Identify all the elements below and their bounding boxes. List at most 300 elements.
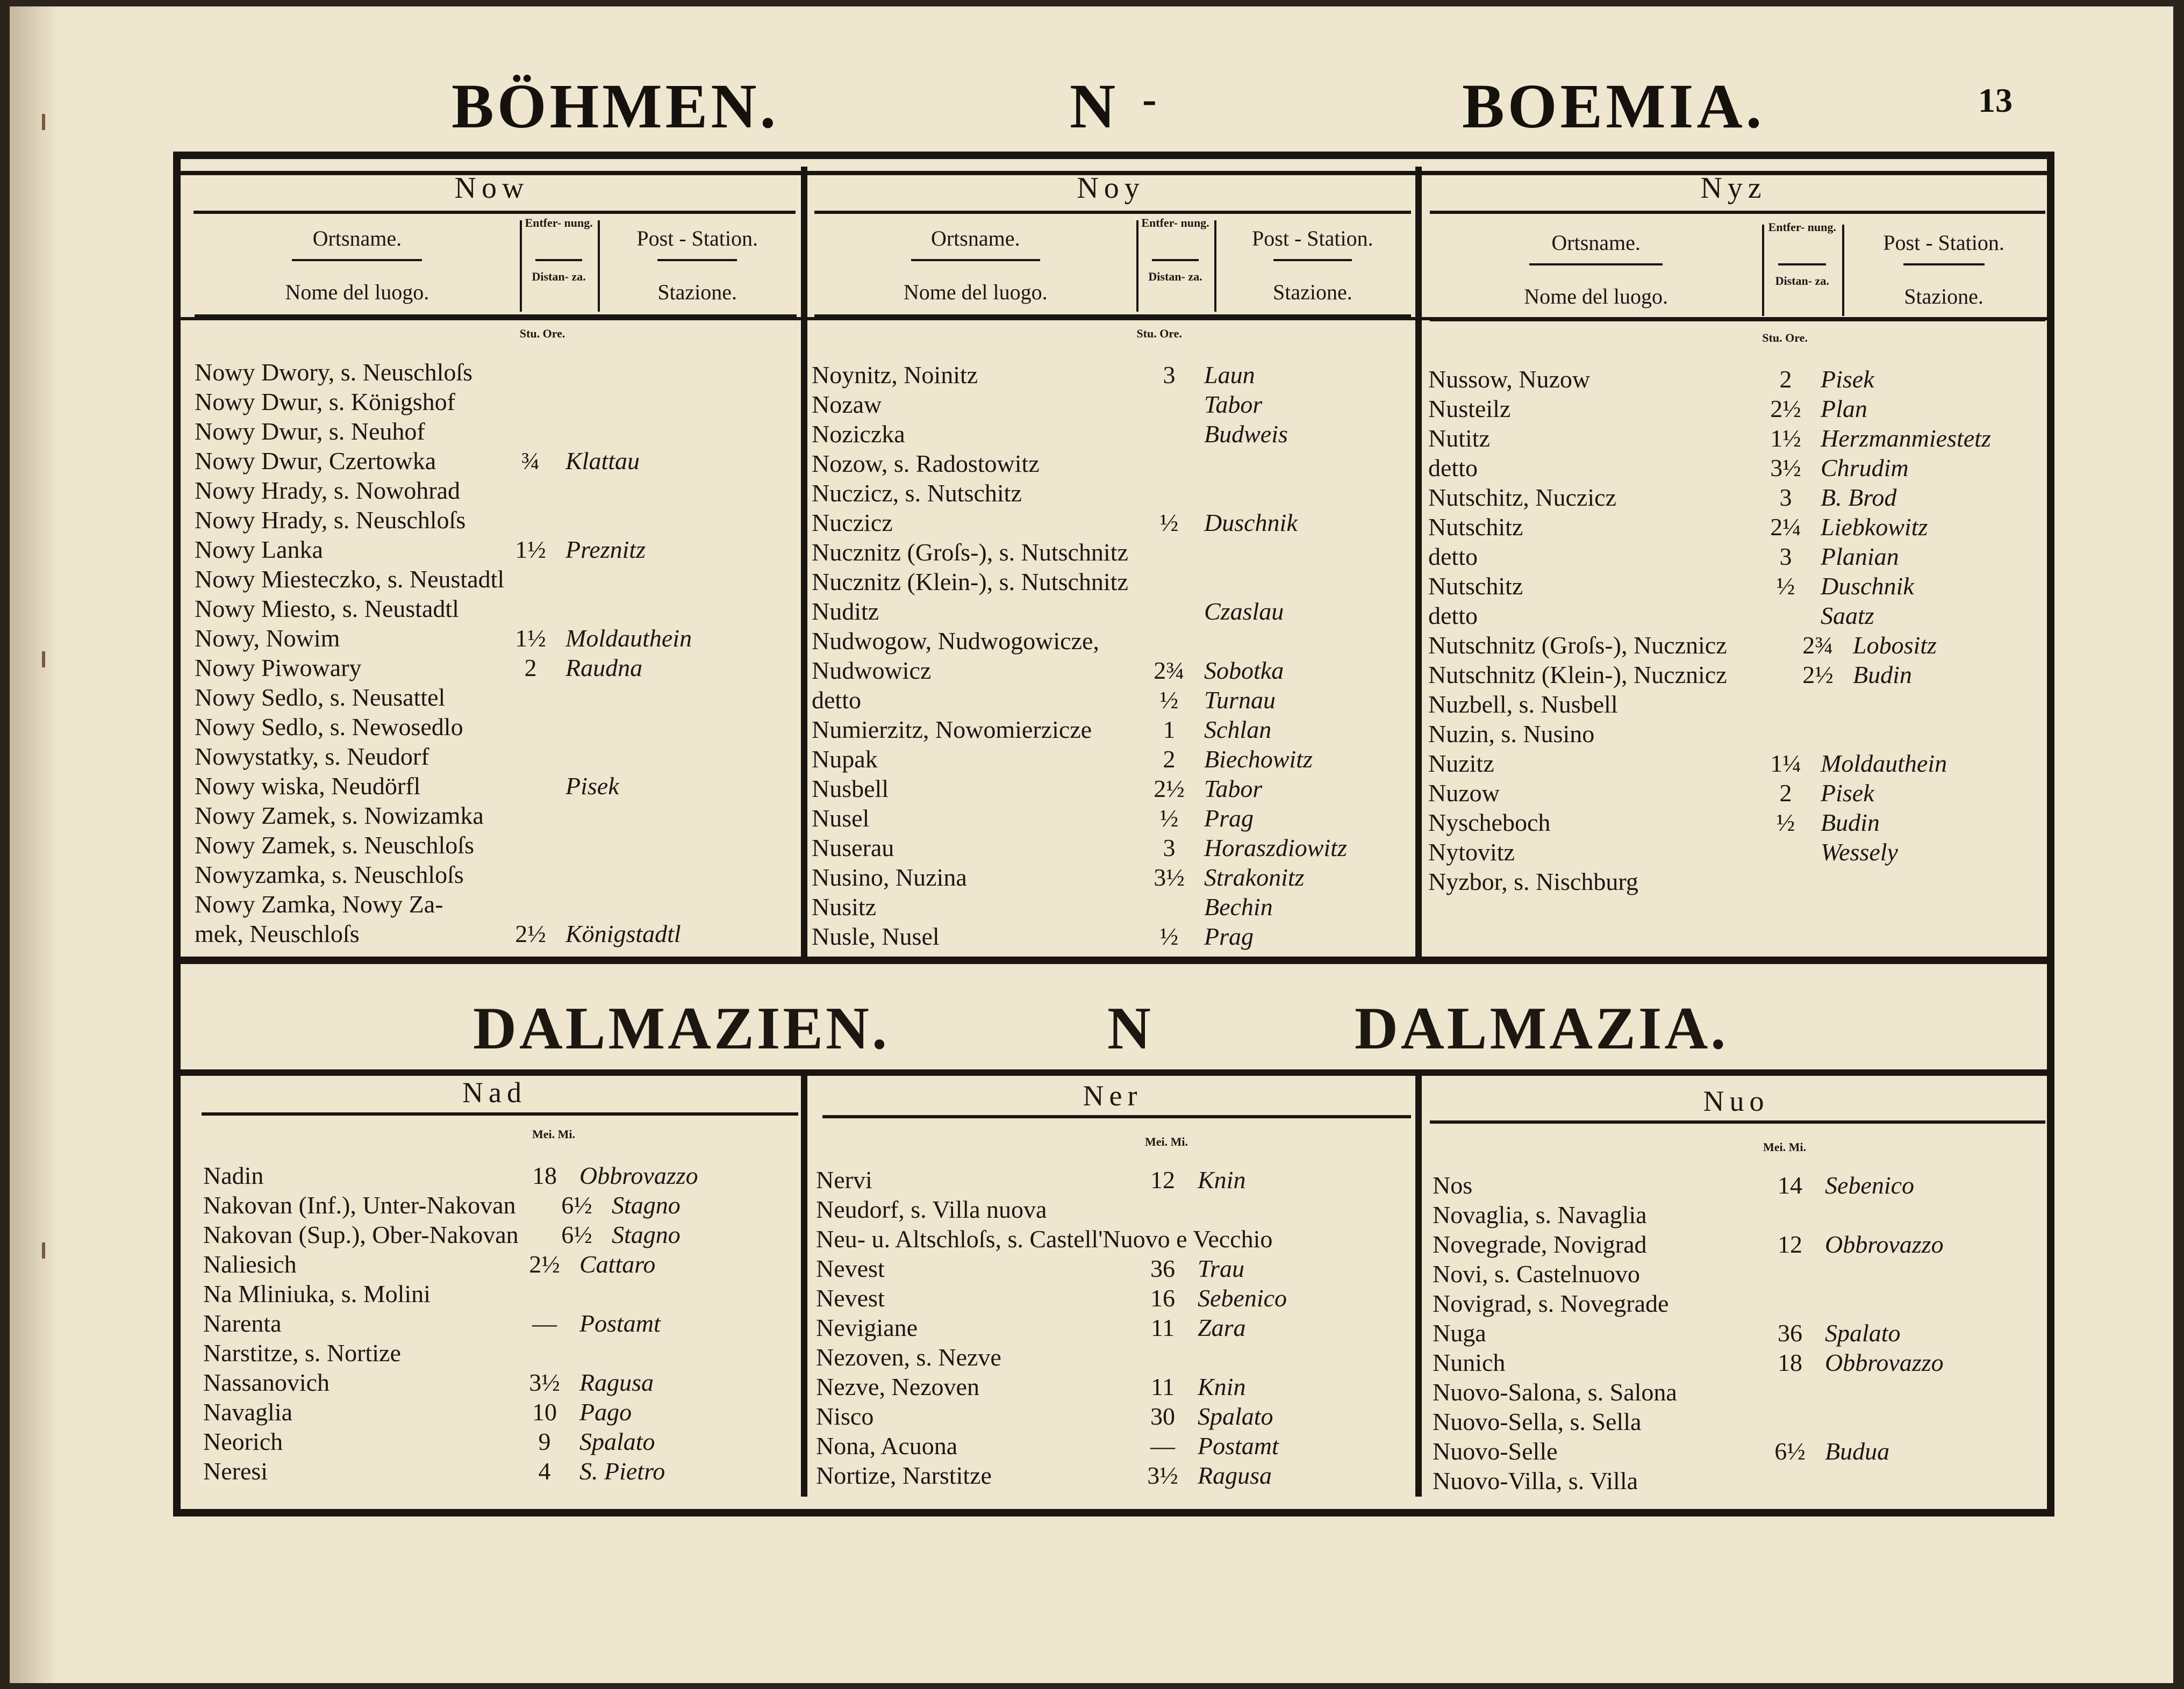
place-name: Nuovo-Selle [1433,1438,1558,1465]
list-item [195,357,797,387]
list-item [203,1190,800,1220]
list-item [195,682,797,712]
place-name: Nuditz [812,598,879,625]
distance: 16 [1150,1284,1175,1312]
list-item [1428,778,2046,808]
post-station: Obbrovazzo [1825,1231,1944,1258]
place-name: Nuczicz, s. Nutschitz [812,479,1022,507]
place-name: Nytovitz [1428,838,1515,866]
place-name: detto [1428,543,1478,570]
place-name: Novegrade, Novigrad [1433,1231,1647,1258]
list-item [812,833,1414,863]
distance: 6½ [561,1191,592,1219]
page-number: 13 [1978,81,2013,119]
list-item [1428,808,2046,837]
unit-label: Stu. Ore. [1136,327,1182,340]
post-station: Postamt [579,1310,661,1337]
list-item [203,1249,800,1279]
group-label: Noy [1077,171,1145,205]
list-item [812,863,1414,892]
list-item [1428,837,2046,867]
place-name: Nowy Miesteczko, s. Neustadtl [195,565,505,593]
header-distanza: Distan- za. [532,270,586,283]
rule [1273,259,1352,261]
list-noy [812,360,1414,951]
post-station: Prag [1204,804,1254,832]
distance: ½ [1159,923,1179,950]
place-name: Neresi [203,1457,268,1485]
header-post-station: Post - Station. [636,226,758,250]
place-name: Nuovo-Salona, s. Salona [1433,1378,1677,1406]
place-name: Nutschitz [1428,513,1523,541]
post-station: Wessely [1821,838,1898,866]
place-name: Nevest [816,1284,885,1312]
list-item [1433,1289,2045,1318]
binding-stitch [42,651,45,667]
place-name: Nowy Lanka [195,536,323,563]
rule [657,259,737,261]
list-item [812,892,1414,922]
unit-label: Stu. Ore. [1762,331,1808,344]
rule [292,259,422,261]
rule [1214,220,1216,312]
distance: 2 [524,654,537,681]
distance: 4 [538,1457,551,1485]
distance: 18 [532,1162,557,1189]
place-name: Nowy Sedlo, s. Neusattel [195,684,446,711]
rule [173,957,2054,964]
place-name: Nyzbor, s. Nischburg [1428,868,1638,895]
list-item [195,889,797,919]
list-item [812,596,1414,626]
list-item [816,1401,1413,1431]
post-station: Pisek [1821,365,1874,393]
list-item [816,1224,1413,1254]
place-name: Nowy wiska, Neudörfl [195,772,421,800]
distance: ½ [1776,572,1795,600]
list-item [816,1431,1413,1461]
list-item [195,416,797,446]
rule [1903,263,1985,265]
list-item [203,1220,800,1249]
list-item [195,505,797,535]
list-item [1433,1436,2045,1466]
rule [1529,263,1662,265]
place-name: Nowy Hrady, s. Neuschloſs [195,506,466,534]
place-name: Nevest [816,1255,885,1282]
distance: 3 [1163,834,1176,861]
list-item [1428,512,2046,542]
list-item [816,1461,1413,1490]
group-label: Ner [1083,1080,1143,1112]
distance: 6½ [561,1221,592,1248]
list-item [1428,423,2046,453]
list-item [812,774,1414,803]
place-name: Neorich [203,1428,283,1455]
list-item [812,390,1414,419]
place-name: Nozaw [812,391,882,418]
list-item [195,771,797,801]
list-item [195,742,797,771]
post-station: Spalato [579,1428,655,1455]
post-station: Plan [1821,395,1867,422]
unit-label: Stu. Ore. [519,327,565,340]
list-item [1433,1466,2045,1496]
place-name: Novi, s. Castelnuovo [1433,1260,1640,1288]
place-name: Navaglia [203,1398,293,1426]
post-station: Bechin [1204,893,1273,921]
list-item [816,1283,1413,1313]
place-name: Nutschitz [1428,572,1523,600]
place-name: Nusbell [812,775,889,802]
column-divider [1415,167,1422,957]
place-name: Nusteilz [1428,395,1511,422]
header-distanza: Distan- za. [1148,270,1202,283]
list-item [816,1372,1413,1401]
place-name: Nadin [203,1162,264,1189]
rule [822,1115,1411,1118]
distance: ½ [1776,809,1795,836]
column-divider [1415,1072,1422,1497]
distance: — [532,1310,557,1337]
post-station: Knin [1198,1166,1246,1194]
post-station: Liebkowitz [1821,513,1928,541]
rule [1430,211,2045,214]
distance: 3 [1779,484,1792,511]
unit-label: Mei. Mi. [1145,1135,1188,1148]
post-station: Budin [1853,661,1912,688]
list-item [816,1195,1413,1224]
place-name: Nowy Miesto, s. Neustadtl [195,595,459,622]
place-name: Nassanovich [203,1369,330,1396]
list-item [1433,1259,2045,1289]
post-station: Spalato [1825,1319,1901,1347]
post-station: Sebenico [1198,1284,1287,1312]
header-entfernung: Entfer- nung. [525,216,593,229]
section-title-left: DALMAZIEN. [473,995,890,1062]
list-item [203,1309,800,1338]
column-divider [801,1072,807,1497]
list-item [1428,364,2046,394]
header-stazione: Stazione. [1272,280,1352,304]
place-name: Nowy, Nowim [195,624,340,652]
section-title-center: N [1107,995,1154,1062]
header-center: N [1070,71,1119,141]
list-item [812,685,1414,715]
place-name: Nusle, Nusel [812,923,940,950]
list-nyz [1428,364,2046,896]
list-item [812,656,1414,685]
list-item [195,564,797,594]
list-now [195,357,797,948]
place-name: Na Mliniuka, s. Molini [203,1280,431,1307]
place-name: Nezoven, s. Nezve [816,1343,1001,1371]
place-name: Nuga [1433,1319,1486,1347]
post-station: Budin [1821,809,1880,836]
list-nuo [1433,1170,2045,1496]
post-station: Königstadtl [565,920,681,947]
post-station: S. Pietro [579,1457,665,1485]
distance: — [1150,1432,1175,1460]
post-station: Klattau [565,447,640,475]
list-item [1433,1407,2045,1436]
list-item [1433,1377,2045,1407]
list-item [1428,867,2046,896]
distance: 2 [1163,745,1176,773]
place-name: Nudwowicz [812,657,932,684]
post-station: Pisek [1821,779,1874,807]
post-station: Stagno [612,1191,681,1219]
place-name: Nevigiane [816,1314,918,1341]
binding-stitch [42,1242,45,1259]
post-station: Duschnik [1821,572,1914,600]
list-item [195,623,797,653]
distance: 1¼ [1770,750,1801,777]
rule [520,220,522,312]
place-name: Nusino, Nuzina [812,864,967,891]
distance: 3½ [1147,1462,1178,1489]
rule [535,259,582,261]
post-station: Herzmanmiestetz [1821,425,1991,452]
place-name: Nowy Dwur, Czertowka [195,447,436,475]
place-name: Nutitz [1428,425,1490,452]
list-item [195,860,797,889]
post-station: Budweis [1204,420,1288,448]
distance: 2½ [1802,661,1834,688]
place-name: Noynitz, Noinitz [812,361,978,389]
list-item [812,419,1414,449]
list-item [1428,630,2046,660]
post-station: Raudna [565,654,643,681]
list-item [1428,749,2046,778]
post-station: Tabor [1204,391,1263,418]
place-name: Narstitze, s. Nortize [203,1339,401,1367]
distance: 2½ [1770,395,1801,422]
rule [814,314,1411,317]
post-station: Zara [1198,1314,1246,1341]
list-item [1433,1318,2045,1348]
distance: 3½ [529,1369,560,1396]
distance: 2 [1779,365,1792,393]
place-name: Nudwogow, Nudwogowicze, [812,627,1099,655]
header-post-station: Post - Station. [1252,226,1373,250]
rule [1430,1120,2045,1124]
post-station: Obbrovazzo [579,1162,698,1189]
header-nome: Nome del luogo. [285,280,429,304]
distance: 14 [1778,1171,1802,1199]
unit-label: Mei. Mi. [532,1127,576,1141]
list-item [812,449,1414,478]
distance: 3½ [1770,454,1801,481]
place-name: Naliesich [203,1250,297,1278]
place-name: Novigrad, s. Novegrade [1433,1290,1669,1317]
list-item [195,830,797,860]
post-station: Trau [1198,1255,1244,1282]
place-name: Neu- u. Altschloſs, s. Castell'Nuovo e Vecchio [816,1225,1273,1253]
rule [195,314,797,317]
distance: 2¾ [1802,631,1834,659]
list-item [816,1165,1413,1195]
place-name: Nezve, Nezoven [816,1373,979,1400]
list-item [812,803,1414,833]
list-item [812,744,1414,774]
distance: 36 [1778,1319,1802,1347]
list-item [812,715,1414,744]
list-item [1433,1348,2045,1377]
post-station: Obbrovazzo [1825,1349,1944,1376]
list-ner [816,1165,1413,1490]
place-name: Nuzow [1428,779,1500,807]
place-name: Nisco [816,1403,874,1430]
place-name: detto [1428,602,1478,629]
header-nome: Nome del luogo. [1524,284,1669,308]
post-station: Postamt [1198,1432,1279,1460]
post-station: Cattaro [579,1250,656,1278]
place-name: Nowy Dwur, s. Neuhof [195,418,425,445]
list-item [1428,394,2046,423]
distance: 1½ [515,536,546,563]
place-name: Nakovan (Sup.), Ober-Nakovan [203,1221,519,1248]
list-item [1428,483,2046,512]
column-divider [801,167,807,957]
place-name: Nervi [816,1166,872,1194]
binding-stitch [42,114,45,130]
place-name: Nowy Hrady, s. Nowohrad [195,477,460,504]
post-station: Pisek [565,772,619,800]
place-name: Nucznitz (Klein-), s. Nutschnitz [812,568,1128,595]
rule [598,220,600,312]
distance: 10 [532,1398,557,1426]
place-name: Nusel [812,804,870,832]
post-station: Moldauthein [565,624,692,652]
post-station: Tabor [1204,775,1263,802]
list-item [1428,542,2046,571]
post-station: Turnau [1204,686,1276,714]
place-name: Nona, Acuona [816,1432,958,1460]
post-station: Preznitz [565,536,646,563]
place-name: Nowy Zamka, Nowy Za- [195,890,443,918]
header-ortsname: Ortsname. [312,226,402,250]
rule [911,259,1040,261]
post-station: Czaslau [1204,598,1284,625]
list-item [812,508,1414,537]
place-name: Nowy Zamek, s. Nowizamka [195,802,484,829]
place-name: mek, Neuschloſs [195,920,360,947]
place-name: Nuovo-Sella, s. Sella [1433,1408,1642,1435]
list-item [812,478,1414,508]
place-name: Nuovo-Villa, s. Villa [1433,1467,1638,1494]
list-item [203,1161,800,1190]
header-ortsname: Ortsname. [930,226,1020,250]
post-station: Prag [1204,923,1254,950]
distance: 1½ [1770,425,1801,452]
post-station: Horaszdiowitz [1204,834,1347,861]
place-name: Nowy Dwory, s. Neuschloſs [195,358,473,386]
place-name: Nuzitz [1428,750,1494,777]
post-station: Strakonitz [1204,864,1305,891]
distance: 3 [1163,361,1176,389]
post-station: Planian [1821,543,1899,570]
list-item [812,626,1414,656]
distance: ½ [1159,686,1179,714]
distance: 11 [1150,1314,1175,1341]
list-item [1428,660,2046,689]
rule [194,211,796,214]
rule [1842,225,1844,316]
place-name: Nortize, Narstitze [816,1462,992,1489]
place-name: Noziczka [812,420,905,448]
post-station: Sobotka [1204,657,1284,684]
list-item [203,1279,800,1309]
rule [1762,225,1764,316]
distance: 12 [1150,1166,1175,1194]
post-station: Budua [1825,1438,1890,1465]
place-name: Nupak [812,745,878,773]
list-item [195,801,797,830]
post-station: Ragusa [1198,1462,1272,1489]
list-item [195,535,797,564]
unit-label: Mei. Mi. [1763,1140,1807,1154]
list-item [816,1313,1413,1342]
rule [1430,319,2045,321]
place-name: Numierzitz, Nowomierzicze [812,716,1092,743]
distance: 2½ [515,920,546,947]
post-station: Lobositz [1853,631,1937,659]
header-stazione: Stazione. [1904,284,1983,308]
list-item [203,1338,800,1368]
distance: 11 [1150,1373,1175,1400]
post-station: Moldauthein [1821,750,1947,777]
place-name: Nowy Zamek, s. Neuschloſs [195,831,474,859]
post-station: B. Brod [1821,484,1897,511]
place-name: detto [1428,454,1478,481]
place-name: Nuzin, s. Nusino [1428,720,1595,748]
distance: 2 [1779,779,1792,807]
rule [202,1112,798,1116]
header-right: BOEMIA. [1462,71,1765,141]
list-item [195,653,797,682]
rule [173,1069,2054,1076]
list-item [1428,601,2046,630]
place-name: Nowyzamka, s. Neuschloſs [195,861,464,888]
post-station: Spalato [1198,1403,1273,1430]
post-station: Stagno [612,1221,681,1248]
distance: 18 [1778,1349,1802,1376]
distance: ½ [1159,804,1179,832]
post-station: Duschnik [1204,509,1298,536]
distance: 6½ [1774,1438,1806,1465]
distance: 30 [1150,1403,1175,1430]
list-item [195,387,797,416]
list-item [195,476,797,505]
section-title-right: DALMAZIA. [1355,995,1729,1062]
post-station: Pago [579,1398,632,1426]
header-distanza: Distan- za. [1775,274,1829,288]
place-name: Nucznitz (Groſs-), s. Nutschnitz [812,538,1128,566]
distance: 2¾ [1154,657,1185,684]
place-name: Nowystatky, s. Neudorf [195,743,429,770]
place-name: Neudorf, s. Villa nuova [816,1196,1047,1223]
list-item [203,1427,800,1456]
place-name: Nowy Sedlo, s. Newosedlo [195,713,463,741]
post-station: Laun [1204,361,1255,389]
post-station: Sebenico [1825,1171,1915,1199]
place-name: Nussow, Nuzow [1428,365,1591,393]
distance: 3½ [1154,864,1185,891]
header-entfernung: Entfer- nung. [1768,220,1836,234]
list-item [812,567,1414,596]
post-station: Biechowitz [1204,745,1313,773]
